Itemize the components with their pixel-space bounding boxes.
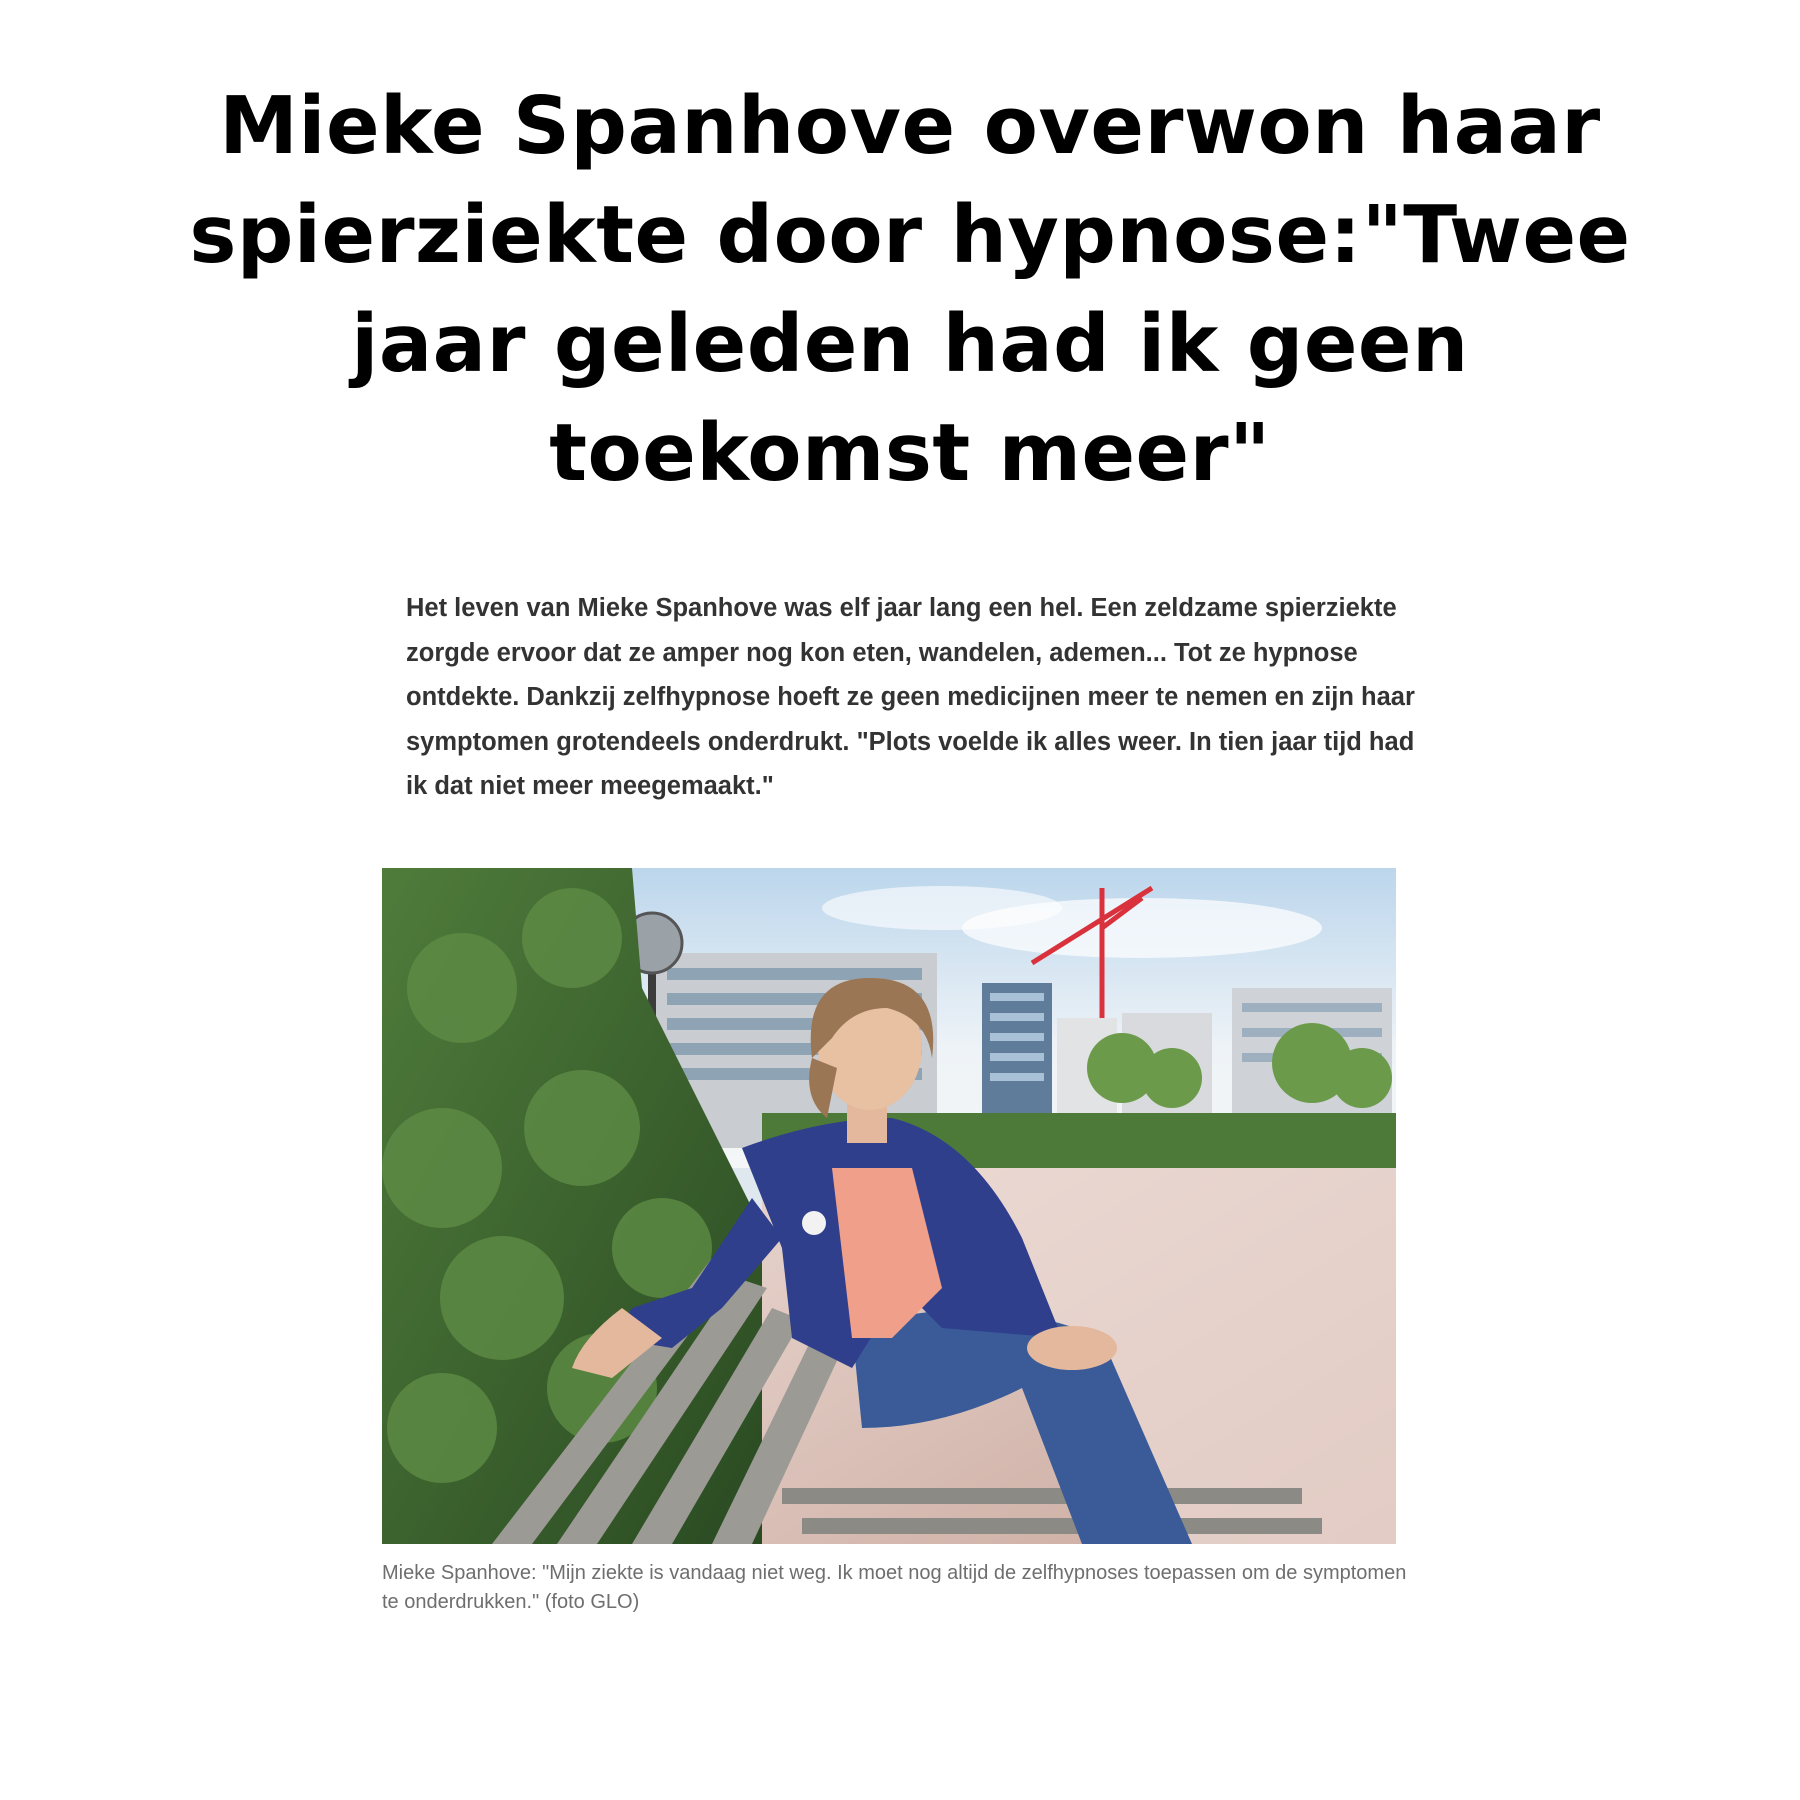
photo-caption: Mieke Spanhove: "Mijn ziekte is vandaag niet weg. Ik moet nog altijd de zelfhypnoses toepassen om de symptomen te onderdrukken." (foto GLO) xyxy=(382,1562,1407,1613)
article-photo xyxy=(382,868,1396,1544)
photo-illustration xyxy=(382,868,1396,1544)
article-intro: Het leven van Mieke Spanhove was elf jaar lang een hel. Een zeldzame spierziekte zorgde ervoor dat ze amper nog kon eten, wandelen, ademen... Tot ze hypnose ontdekte. Dankzij zelfhypnose hoeft ze geen medicijnen meer te nemen en zijn haar symptomen grotendeels onderdrukt. "Plots voelde ik alles weer. In tien jaar tijd had ik dat niet meer meegemaakt." xyxy=(406,594,1415,800)
article-headline: Mieke Spanhove overwon haar spierziekte door hypnose:"Twee jaar geleden had ik geen toekomst meer" xyxy=(189,80,1631,499)
